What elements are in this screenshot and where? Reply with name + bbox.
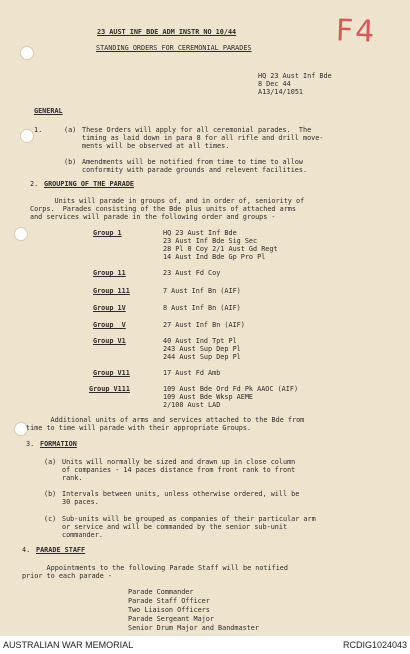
group-label: Group 1 xyxy=(93,229,122,237)
group-unit: 7 Aust Inf Bn (AIF) xyxy=(163,287,241,295)
hq-line: HQ 23 Aust Inf Bde xyxy=(258,72,332,80)
group-unit: 8 Aust Inf Bn (AIF) xyxy=(163,304,241,312)
sub-item-label: (b) xyxy=(64,158,77,166)
group-unit: 244 Aust Sup Dep Pl xyxy=(163,353,241,361)
group-label: Group V xyxy=(93,321,126,329)
sub-item-label: (c) xyxy=(44,515,57,523)
group-unit: 2/108 Aust LAD xyxy=(163,401,221,409)
text-line: and services will parade in the following order and groups - xyxy=(30,213,276,221)
para-number: 1. xyxy=(34,126,43,134)
group-unit: 27 Aust Inf Bn (AIF) xyxy=(163,321,245,329)
text-line: time to time will parade with their appropriate Groups. xyxy=(26,424,252,432)
text-line: Appointments to the following Parade Staff will be notified xyxy=(22,564,288,572)
sub-item-label: (a) xyxy=(64,126,77,134)
text-line: Intervals between units, unless otherwise ordered, will be xyxy=(62,490,300,498)
document-subtitle: STANDING ORDERS FOR CEREMONIAL PARADES xyxy=(96,44,252,52)
text-line: prior to each parade - xyxy=(22,572,113,580)
group-unit: 28 Pl 0 Coy 2/1 Aust Gd Regt xyxy=(163,245,278,253)
group-label: Group 11 xyxy=(93,269,126,277)
staff-item: Two Liaison Officers xyxy=(128,606,210,614)
text-line: or service and will be commanded by the senior sub-unit xyxy=(62,523,288,531)
group-unit: 23 Aust Fd Coy xyxy=(163,269,221,277)
text-line: Units will normally be sized and drawn up in close column xyxy=(62,458,296,466)
staff-item: Parade Commander xyxy=(128,588,194,596)
footer-source: AUSTRALIAN WAR MEMORIAL xyxy=(3,640,134,650)
group-unit: HQ 23 Aust Inf Bde xyxy=(163,229,237,237)
document-title: 23 AUST INF BDE ADM INSTR NO 10/44 xyxy=(97,28,237,36)
group-label: Group V1 xyxy=(93,337,126,345)
text-line: rank. xyxy=(62,474,83,482)
group-unit: 109 Aust Bde Wksp AEME xyxy=(163,393,254,401)
text-line: Corps. Parades consisting of the Bde plus units of attached arms xyxy=(30,205,296,213)
text-line: Additional units of arms and services attached to the Bde from xyxy=(26,416,305,424)
group-label: Group V11 xyxy=(93,369,130,377)
text-line: ments will be observed at all times. xyxy=(82,142,230,150)
text-line: Units will parade in groups of, and in order of, seniority of xyxy=(30,197,305,205)
sub-item-label: (a) xyxy=(44,458,57,466)
section-heading-parade-staff: PARADE STAFF xyxy=(36,546,86,554)
archive-stamp: F4 xyxy=(335,13,377,50)
footer-record-id: RCDIG1024043 xyxy=(342,640,407,650)
text-line: 30 paces. xyxy=(62,498,99,506)
text-line: These Orders will apply for all ceremonial parades. The xyxy=(82,126,312,134)
punch-hole xyxy=(14,227,28,241)
para-number: 4. xyxy=(22,546,31,554)
group-unit: 243 Aust Sup Dep Pl xyxy=(163,345,241,353)
group-unit: 17 Aust Fd Amb xyxy=(163,369,221,377)
staff-item: Senior Drum Major and Bandmaster xyxy=(128,624,259,632)
section-heading-formation: FORMATION xyxy=(40,440,77,448)
text-line: Amendments will be notified from time to time to allow xyxy=(82,158,303,166)
group-label: Group 111 xyxy=(93,287,130,295)
group-unit: 109 Aust Bde Ord Fd Pk AAOC (AIF) xyxy=(163,385,299,393)
para-number: 3. xyxy=(26,440,35,448)
section-heading-general: GENERAL xyxy=(34,107,63,115)
date-line: 8 Dec 44 xyxy=(258,80,291,88)
text-line: conformity with parade grounds and relevent facilities. xyxy=(82,166,308,174)
archive-footer xyxy=(0,636,410,654)
group-label: Group 1V xyxy=(93,304,126,312)
reference-line: A13/14/1051 xyxy=(258,88,304,96)
group-unit: 14 Aust Ind Bde Gp Pro Pl xyxy=(163,253,266,261)
punch-hole xyxy=(20,129,34,143)
staff-item: Parade Staff Officer xyxy=(128,597,210,605)
staff-item: Parade Sergeant Major xyxy=(128,615,214,623)
text-line: of companies - 14 paces distance from front rank to front xyxy=(62,466,296,474)
text-line: commander. xyxy=(62,531,103,539)
sub-item-label: (b) xyxy=(44,490,57,498)
para-number: 2. xyxy=(30,180,39,188)
text-line: Sub-units will be grouped as companies of their particular arm xyxy=(62,515,316,523)
group-label: Group V111 xyxy=(89,385,130,393)
group-unit: 23 Aust Inf Bde Sig Sec xyxy=(163,237,258,245)
section-heading-grouping: GROUPING OF THE PARADE xyxy=(44,180,135,188)
group-unit: 40 Aust Ind Tpt Pl xyxy=(163,337,237,345)
text-line: timing as laid down in para 8 for all rifle and drill move- xyxy=(82,134,324,142)
punch-hole xyxy=(20,46,34,60)
